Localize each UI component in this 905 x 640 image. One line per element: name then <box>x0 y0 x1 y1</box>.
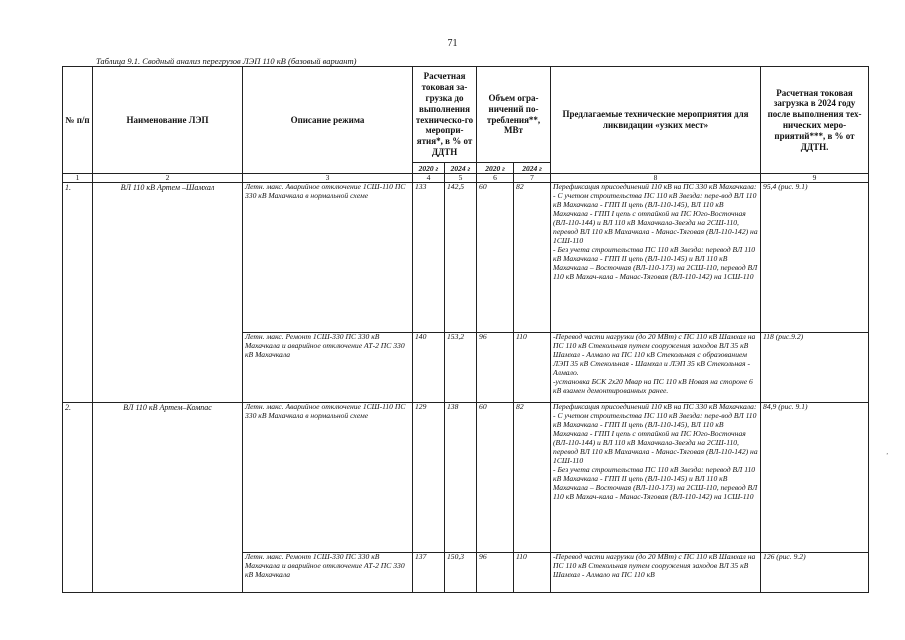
volume-2024: 110 <box>514 553 551 593</box>
table-row <box>63 183 869 333</box>
row-number: 1. <box>63 183 93 403</box>
volume-2020: 96 <box>477 553 514 593</box>
technical-measures: Перефиксация присоединений 110 кВ на ПС 330 кВ Махачкала: - С учетом строительства ПС 110 кВ Звезда: пере-вод ВЛ 110 кВ Махачкала - ГПП II цепь (ВЛ-110-145), ВЛ 110 кВ Махачкала - ГПП I цепь с отпайкой на ПС Юго-Восточная (ВЛ-110-144) и ВЛ 110 кВ Махачкала-Звезда на 2СШ-110, перевод ВЛ 110 кВ Махачкала - Манас-Тяговая (ВЛ-110-142) на 1СШ-110 - Без учета строительства ПС 110 кВ Звезда: перевод ВЛ 110 кВ Махачкала - ГПП II цепь (ВЛ-110-145) и ВЛ 110 кВ Махачкала – Восточная (ВЛ-110-173) на 2СШ-110, перевод ВЛ 110 кВ Махач-кала - Манас-Тяговая (ВЛ-110-142) на 1СШ-110 <box>551 183 761 333</box>
table-caption: Таблица 9.1. Сводный анализ перегрузов ЛЭП 110 кВ (базовый вариант) <box>96 56 357 66</box>
volume-2020: 60 <box>477 403 514 553</box>
header-line-name: Наименование ЛЭП <box>93 67 243 174</box>
load-2024: 150,3 <box>445 553 477 593</box>
column-number: 8 <box>551 174 761 183</box>
header-year: 2024 г <box>514 163 551 174</box>
scan-mark: ’ <box>886 452 889 460</box>
column-number: 1 <box>63 174 93 183</box>
header-volume: Объем огра-ничений по-требления**, МВт <box>477 67 551 163</box>
mode-description: Летн. макс. Ремонт 1СШ-330 ПС 330 кВ Махачкала и аварийное отключение АТ-2 ПС 330 кВ Махачкала <box>243 553 413 593</box>
column-number: 2 <box>93 174 243 183</box>
technical-measures: -Перевод части нагрузки (до 20 МВт) с ПС 110 кВ Шамхал на ПС 110 кВ Стекольная путем сооружения заходов ВЛ 35 кВ Шамхал - Алмало на ПС 110 кВ Стекольная с образованием ЛЭП 35 кВ Стекольная - Шамхал и ЛЭП 35 кВ Стекольная - Алмало. -установка БСК 2х20 Мвар на ПС 110 кВ Новая на стороне 6 кВ взамен демонтированных ранее. <box>551 333 761 403</box>
line-name: ВЛ 110 кВ Артем–Компас <box>93 403 243 593</box>
technical-measures: -Перевод части нагрузки (до 20 МВт) с ПС 110 кВ Шамхал на ПС 110 кВ Стекольная путем сооружения заходов ВЛ 35 кВ Шамхал - Алмало на ПС 110 кВ <box>551 553 761 593</box>
column-number: 5 <box>445 174 477 183</box>
load-after: 126 (рис. 9.2) <box>761 553 869 593</box>
header-no: № п/п <box>63 67 93 174</box>
column-number: 6 <box>477 174 514 183</box>
line-name: ВЛ 110 кВ Артем –Шамхал <box>93 183 243 403</box>
load-2024: 138 <box>445 403 477 553</box>
load-after: 84,9 (рис. 9.1) <box>761 403 869 553</box>
header-year: 2020 г <box>477 163 514 174</box>
volume-2024: 82 <box>514 183 551 333</box>
load-2020: 133 <box>413 183 445 333</box>
load-2020: 129 <box>413 403 445 553</box>
load-after: 95,4 (рис. 9.1) <box>761 183 869 333</box>
overload-table <box>62 66 869 593</box>
header-after: Расчетная токовая загрузка в 2024 году после выполнения тех-нических меро-приятий***, в % от ДДТН. <box>761 67 869 174</box>
row-number: 2. <box>63 403 93 593</box>
header-load: Расчетная токовая за-грузка до выполнения техническо-го меропри-ятия*, в % от ДДТН <box>413 67 477 163</box>
header-mode: Описание режима <box>243 67 413 174</box>
load-2024: 142,5 <box>445 183 477 333</box>
mode-description: Летн. макс. Ремонт 1СШ-330 ПС 330 кВ Махачкала и аварийное отключение АТ-2 ПС 330 кВ Махачкала <box>243 333 413 403</box>
page-number: 71 <box>447 38 458 49</box>
table-row <box>63 403 869 553</box>
volume-2020: 60 <box>477 183 514 333</box>
load-2020: 140 <box>413 333 445 403</box>
load-after: 118 (рис.9.2) <box>761 333 869 403</box>
mode-description: Летн. макс. Аварийное отключение 1СШ-110 ПС 330 кВ Махачкала в нормальной схеме <box>243 183 413 333</box>
column-number: 4 <box>413 174 445 183</box>
column-number: 3 <box>243 174 413 183</box>
technical-measures: Перефиксация присоединений 110 кВ на ПС 330 кВ Махачкала: - С учетом строительства ПС 110 кВ Звезда: пере-вод ВЛ 110 кВ Махачкала - ГПП II цепь (ВЛ-110-145), ВЛ 110 кВ Махачкала - ГПП I цепь с отпайкой на ПС Юго-Восточная (ВЛ-110-144) и ВЛ 110 кВ Махачкала-Звезда на 2СШ-110, перевод ВЛ 110 кВ Махачкала - Манас-Тяговая (ВЛ-110-142) на 1СШ-110 - Без учета строительства ПС 110 кВ Звезда: перевод ВЛ 110 кВ Махачкала - ГПП II цепь (ВЛ-110-145) и ВЛ 110 кВ Махачкала – Восточная (ВЛ-110-173) на 2СШ-110, перевод ВЛ 110 кВ Махач-кала - Манас-Тяговая (ВЛ-110-142) на 1СШ-110 <box>551 403 761 553</box>
mode-description: Летн. макс. Аварийное отключение 1СШ-110 ПС 330 кВ Махачкала в нормальной схеме <box>243 403 413 553</box>
header-year: 2024 г <box>445 163 477 174</box>
load-2020: 137 <box>413 553 445 593</box>
volume-2024: 82 <box>514 403 551 553</box>
column-number: 7 <box>514 174 551 183</box>
load-2024: 153,2 <box>445 333 477 403</box>
header-year: 2020 г <box>413 163 445 174</box>
volume-2020: 96 <box>477 333 514 403</box>
header-measures: Предлагаемые технические мероприятия для ликвидации «узких мест» <box>551 67 761 174</box>
volume-2024: 110 <box>514 333 551 403</box>
column-number: 9 <box>761 174 869 183</box>
